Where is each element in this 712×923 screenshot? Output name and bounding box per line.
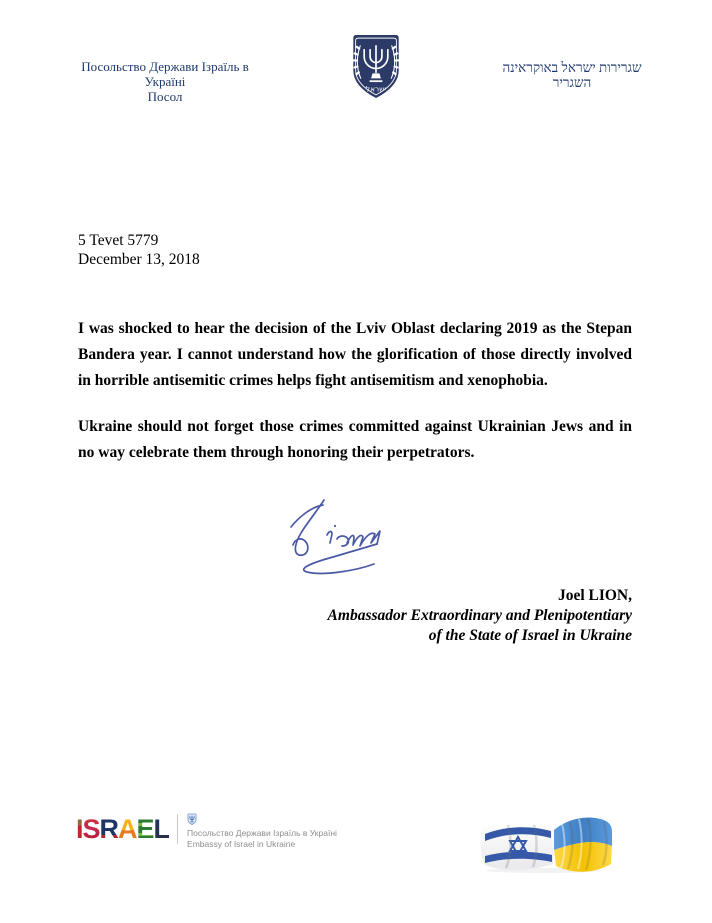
date-block [78, 231, 200, 269]
ambassador-title-uk: Посол [147, 89, 183, 104]
embassy-name-footer-uk: Посольство Держави Ізраїль в Україні [187, 828, 337, 838]
brand-letter-l: L [153, 814, 170, 844]
ambassador-title-he: השגריר [552, 75, 592, 90]
signer-title-line2: of the State of Israel in Ukraine [428, 627, 632, 644]
emblem-hebrew-label: ישראל [365, 84, 387, 94]
letter-paragraph-2: Ukraine should not forget those crimes committed against Ukrainian Jews and in no way celebrate them through honoring their perpetrators. [78, 418, 632, 461]
mini-state-emblem-icon [187, 813, 197, 826]
brand-letter-r: R [99, 814, 119, 844]
signer-block [328, 586, 632, 646]
brand-letter-e: E [136, 814, 154, 844]
letterhead-hebrew [494, 60, 650, 90]
footer-divider [177, 814, 178, 844]
brand-letter-a: A [118, 814, 137, 844]
embassy-name-uk: Посольство Держави Ізраїль в Україні [81, 59, 249, 89]
israel-state-emblem-icon [347, 33, 405, 100]
brand-letter-s: S [82, 814, 100, 844]
letterhead-ukrainian [63, 59, 267, 104]
signer-title-line1: Ambassador Extraordinary and Plenipotentiary [327, 607, 632, 624]
israel-brand-logo [76, 813, 169, 843]
gregorian-date: December 13, 2018 [78, 251, 200, 268]
footer-embassy-text [187, 813, 337, 849]
hebrew-date: 5 Tevet 5779 [78, 232, 159, 249]
signer-name: Joel LION, [557, 587, 632, 604]
letter-paragraph-1: I was shocked to hear the decision of the Lviv Oblast declaring 2019 as the Stepan Bandera year. I cannot understand how the glorification of those directly involved in horrible antisemitic crimes helps fight antisemitism and xenophobia. [78, 320, 632, 389]
embassy-name-he: שגרירות ישראל באוקראינה [502, 60, 642, 75]
footer-branding [76, 813, 337, 849]
israel-ukraine-flags-illustration [478, 812, 614, 874]
embassy-name-footer-en: Embassy of Israel in Ukraine [187, 838, 296, 849]
handwritten-signature [277, 497, 402, 579]
brand-letter-i: I [76, 814, 83, 844]
